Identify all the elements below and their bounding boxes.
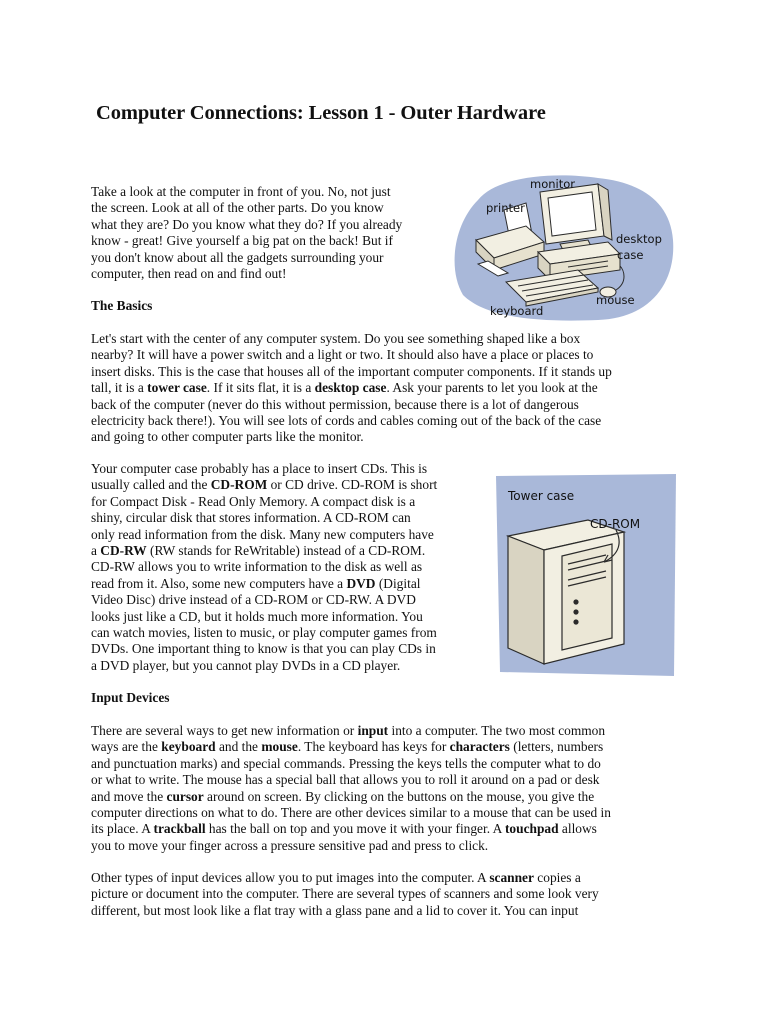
text-line [91, 510, 437, 526]
text-line [91, 477, 437, 493]
text-segment: nearby? It will have a power switch and a light or two. It should also have a place or places to [91, 347, 594, 363]
text-line: you don't know about all the gadgets surrounding your [91, 249, 384, 265]
label-desktop: desktop [616, 232, 662, 246]
text-line [91, 331, 612, 347]
text-segment: looks just like a CD, but it holds much more information. You [91, 608, 423, 624]
label-monitor: monitor [530, 177, 575, 191]
text-line [91, 838, 611, 854]
text-line [91, 543, 437, 559]
text-line: computer, then read on and find out! [91, 266, 287, 282]
text-segment: electricity back there!). You will see lots of cords and cables coming out of the back of the case [91, 413, 602, 429]
tower-case-drawing [508, 520, 624, 664]
text-segment: only read information from the disk. Many new computers have [91, 526, 434, 542]
text-line [91, 723, 611, 739]
text-segment: around on screen. By clicking on the buttons on the mouse, you give the [203, 788, 595, 804]
text-segment: tall, it is a [91, 380, 148, 396]
text-line [91, 886, 599, 902]
text-line [91, 772, 611, 788]
text-segment: Your computer case probably has a place to insert CDs. This is [91, 461, 428, 476]
text-line [91, 625, 437, 641]
text-line: Take a look at the computer in front of you. No, not just [91, 184, 391, 199]
other-input-paragraph [91, 870, 599, 919]
label-printer: printer [486, 201, 525, 215]
bold-term: trackball [153, 821, 206, 837]
label-keyboard: keyboard [490, 304, 544, 318]
text-line [91, 413, 612, 429]
text-line [91, 756, 611, 772]
text-segment: There are several ways to get new information or [91, 723, 358, 738]
text-segment: read from it. Also, some new computers have a [91, 575, 347, 591]
text-segment: and going to other computer parts like the monitor. [91, 429, 364, 445]
text-segment: a DVD player, but you cannot play DVDs in a CD player. [91, 657, 401, 673]
text-segment: . If it sits flat, it is a [206, 380, 315, 396]
text-line [91, 576, 437, 592]
text-line [91, 789, 611, 805]
cdrom-paragraph [91, 461, 437, 674]
text-line [91, 903, 599, 919]
text-segment: Other types of input devices allow you to put images into the computer. A [91, 870, 490, 885]
text-line [91, 364, 612, 380]
text-segment: insert disks. This is the case that houses all of the important computer components. If it stands up [91, 363, 612, 379]
bold-term: touchpad [504, 821, 559, 837]
text-segment: and the [215, 739, 262, 755]
text-segment: for Compact Disk - Read Only Memory. A compact disk is a [91, 493, 416, 509]
text-segment: shiny, circular disk that stores information. A CD-ROM can [91, 510, 411, 526]
label-case: case [617, 248, 644, 262]
text-segment: ways are the [91, 739, 162, 755]
text-line [91, 559, 437, 575]
text-line [91, 658, 437, 674]
section-heading-basics: The Basics [91, 298, 153, 313]
bold-term: keyboard [161, 739, 216, 755]
text-line [91, 805, 611, 821]
text-line [91, 380, 612, 396]
text-line [91, 347, 612, 363]
text-line: know - great! Give yourself a big pat on the back! But if [91, 233, 393, 249]
bold-term: tower case [147, 380, 207, 396]
bold-term: CD-RW [100, 543, 147, 559]
text-segment: or CD drive. CD-ROM is short [267, 477, 438, 493]
bold-term: input [357, 723, 389, 738]
text-segment: copies a [533, 870, 581, 885]
text-segment: or what to write. The mouse has a special ball that allows you to roll it around on a pad or desk [91, 772, 600, 788]
text-segment: its place. A [91, 821, 154, 837]
text-segment: Video Disc) drive instead of a CD-ROM or CD-RW. A DVD [91, 592, 416, 608]
text-line [91, 592, 437, 608]
text-segment: computer directions on what to do. There are other devices similar to a mouse that can be used in [91, 805, 611, 821]
text-segment: different, but most look like a flat tray with a glass pane and a lid to cover it. You can input [91, 902, 579, 918]
text-segment: has the ball on top and you move it with your finger. A [205, 821, 505, 837]
input-devices-paragraph [91, 723, 611, 854]
text-line: the screen. Look at all of the other parts. Do you know [91, 200, 384, 216]
text-line [91, 527, 437, 543]
intro-paragraph [91, 184, 402, 282]
text-segment: Let's start with the center of any computer system. Do you see something shaped like a box [91, 331, 581, 346]
page-title: Computer Connections: Lesson 1 - Outer Hardware [96, 102, 546, 124]
label-tower-case: Tower case [508, 489, 575, 503]
text-segment: you to move your finger across a pressure sensitive pad and press to click. [91, 837, 489, 853]
bold-term: characters [449, 739, 510, 755]
text-segment: and punctuation marks) and special commands. Pressing the keys tells the computer what to do [91, 755, 601, 771]
bold-term: mouse [261, 739, 298, 755]
bold-term: cursor [166, 788, 204, 804]
text-segment: a [91, 543, 101, 559]
text-line [91, 739, 611, 755]
text-segment: and move the [91, 788, 167, 804]
tower-case-illustration [496, 472, 676, 678]
text-line [91, 641, 437, 657]
text-segment: picture or document into the computer. There are several types of scanners and some look very [91, 886, 599, 902]
text-segment: CD-RW allows you to write information to the disk as well as [91, 559, 423, 575]
label-cdrom: CD-ROM [590, 517, 641, 531]
text-line: what they are? Do you know what they do? If you already [91, 216, 403, 232]
bold-term: CD-ROM [210, 477, 268, 493]
text-line [91, 461, 437, 477]
text-segment: (RW stands for ReWritable) instead of a CD-ROM. [146, 543, 426, 559]
text-line [91, 429, 612, 445]
text-segment: (letters, numbers [509, 739, 604, 755]
text-line [91, 494, 437, 510]
bold-term: DVD [346, 575, 376, 591]
text-segment: can watch movies, listen to music, or play computer games from [91, 625, 437, 641]
text-segment: . Ask your parents to let you look at the [386, 380, 598, 396]
bold-term: desktop case [314, 380, 387, 396]
text-segment: usually called and the [91, 477, 211, 493]
text-segment: into a computer. The two most common [388, 723, 606, 738]
text-segment: allows [558, 821, 597, 837]
text-segment: back of the computer (never do this without permission, because there is a lot of dangerous [91, 396, 579, 412]
text-segment: (Digital [375, 575, 421, 591]
basics-paragraph [91, 331, 612, 446]
text-line [91, 821, 611, 837]
text-line [91, 397, 612, 413]
computer-system-illustration [448, 170, 678, 325]
section-heading-input-devices: Input Devices [91, 690, 170, 705]
label-mouse: mouse [596, 293, 635, 307]
text-segment: DVDs. One important thing to know is that you can play CDs in [91, 641, 436, 657]
text-line [91, 609, 437, 625]
text-segment: . The keyboard has keys for [297, 739, 450, 755]
bold-term: scanner [489, 870, 534, 885]
text-line [91, 870, 599, 886]
